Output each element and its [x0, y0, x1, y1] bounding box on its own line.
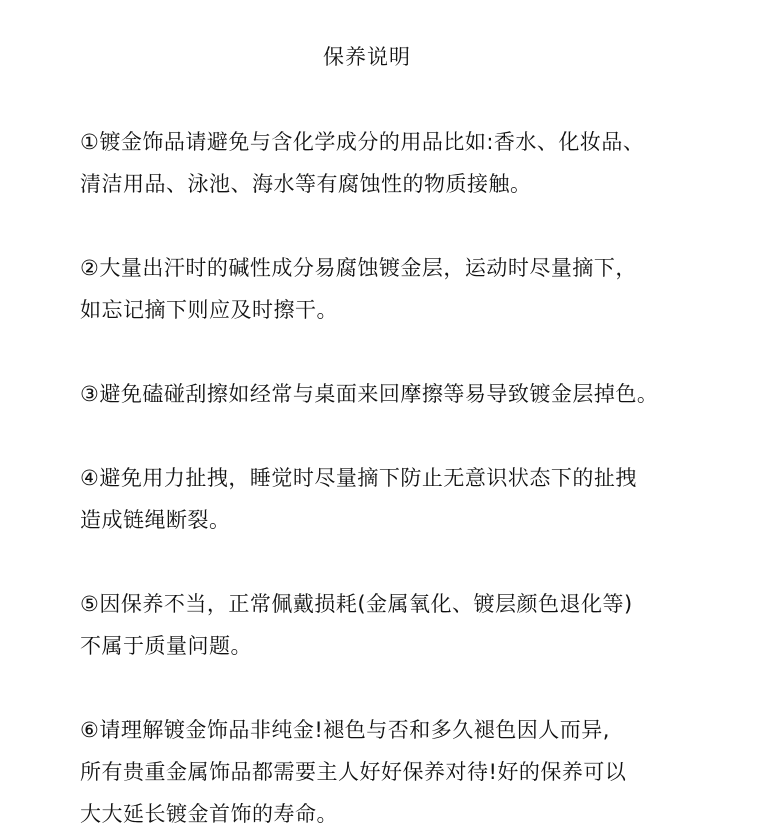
care-item-line: 如忘记摘下则应及时擦干。 [80, 298, 338, 322]
care-item-2 [80, 247, 740, 331]
care-item-5 [80, 583, 740, 667]
care-item-line: 不属于质量问题。 [80, 634, 252, 658]
care-item-line: ②大量出汗时的碱性成分易腐蚀镀金层，运动时尽量摘下， [80, 256, 637, 280]
care-item-4 [80, 457, 740, 541]
care-item-line: ⑤因保养不当，正常佩戴损耗(金属氧化、镀层颜色退化等) [80, 592, 633, 616]
care-item-6 [80, 709, 740, 835]
page-title: 保养说明 [323, 45, 411, 69]
care-item-line: ③避免磕碰刮擦如经常与桌面来回摩擦等易导致镀金层掉色。 [80, 382, 659, 406]
care-item-line: ①镀金饰品请避免与含化学成分的用品比如:香水、化妆品、 [80, 130, 645, 154]
care-item-line: 造成链绳断裂。 [80, 508, 231, 532]
care-item-line: 所有贵重金属饰品都需要主人好好保养对待!好的保养可以 [80, 760, 627, 784]
care-item-line: 大大延长镀金首饰的寿命。 [80, 802, 338, 826]
care-item-line: ④避免用力扯拽，睡觉时尽量摘下防止无意识状态下的扯拽 [80, 466, 637, 490]
care-item-3 [80, 373, 740, 415]
care-item-line: ⑥请理解镀金饰品非纯金!褪色与否和多久褪色因人而异, [80, 718, 610, 742]
care-item-line: 清洁用品、泳池、海水等有腐蚀性的物质接触。 [80, 172, 532, 196]
care-item-1 [80, 121, 740, 205]
